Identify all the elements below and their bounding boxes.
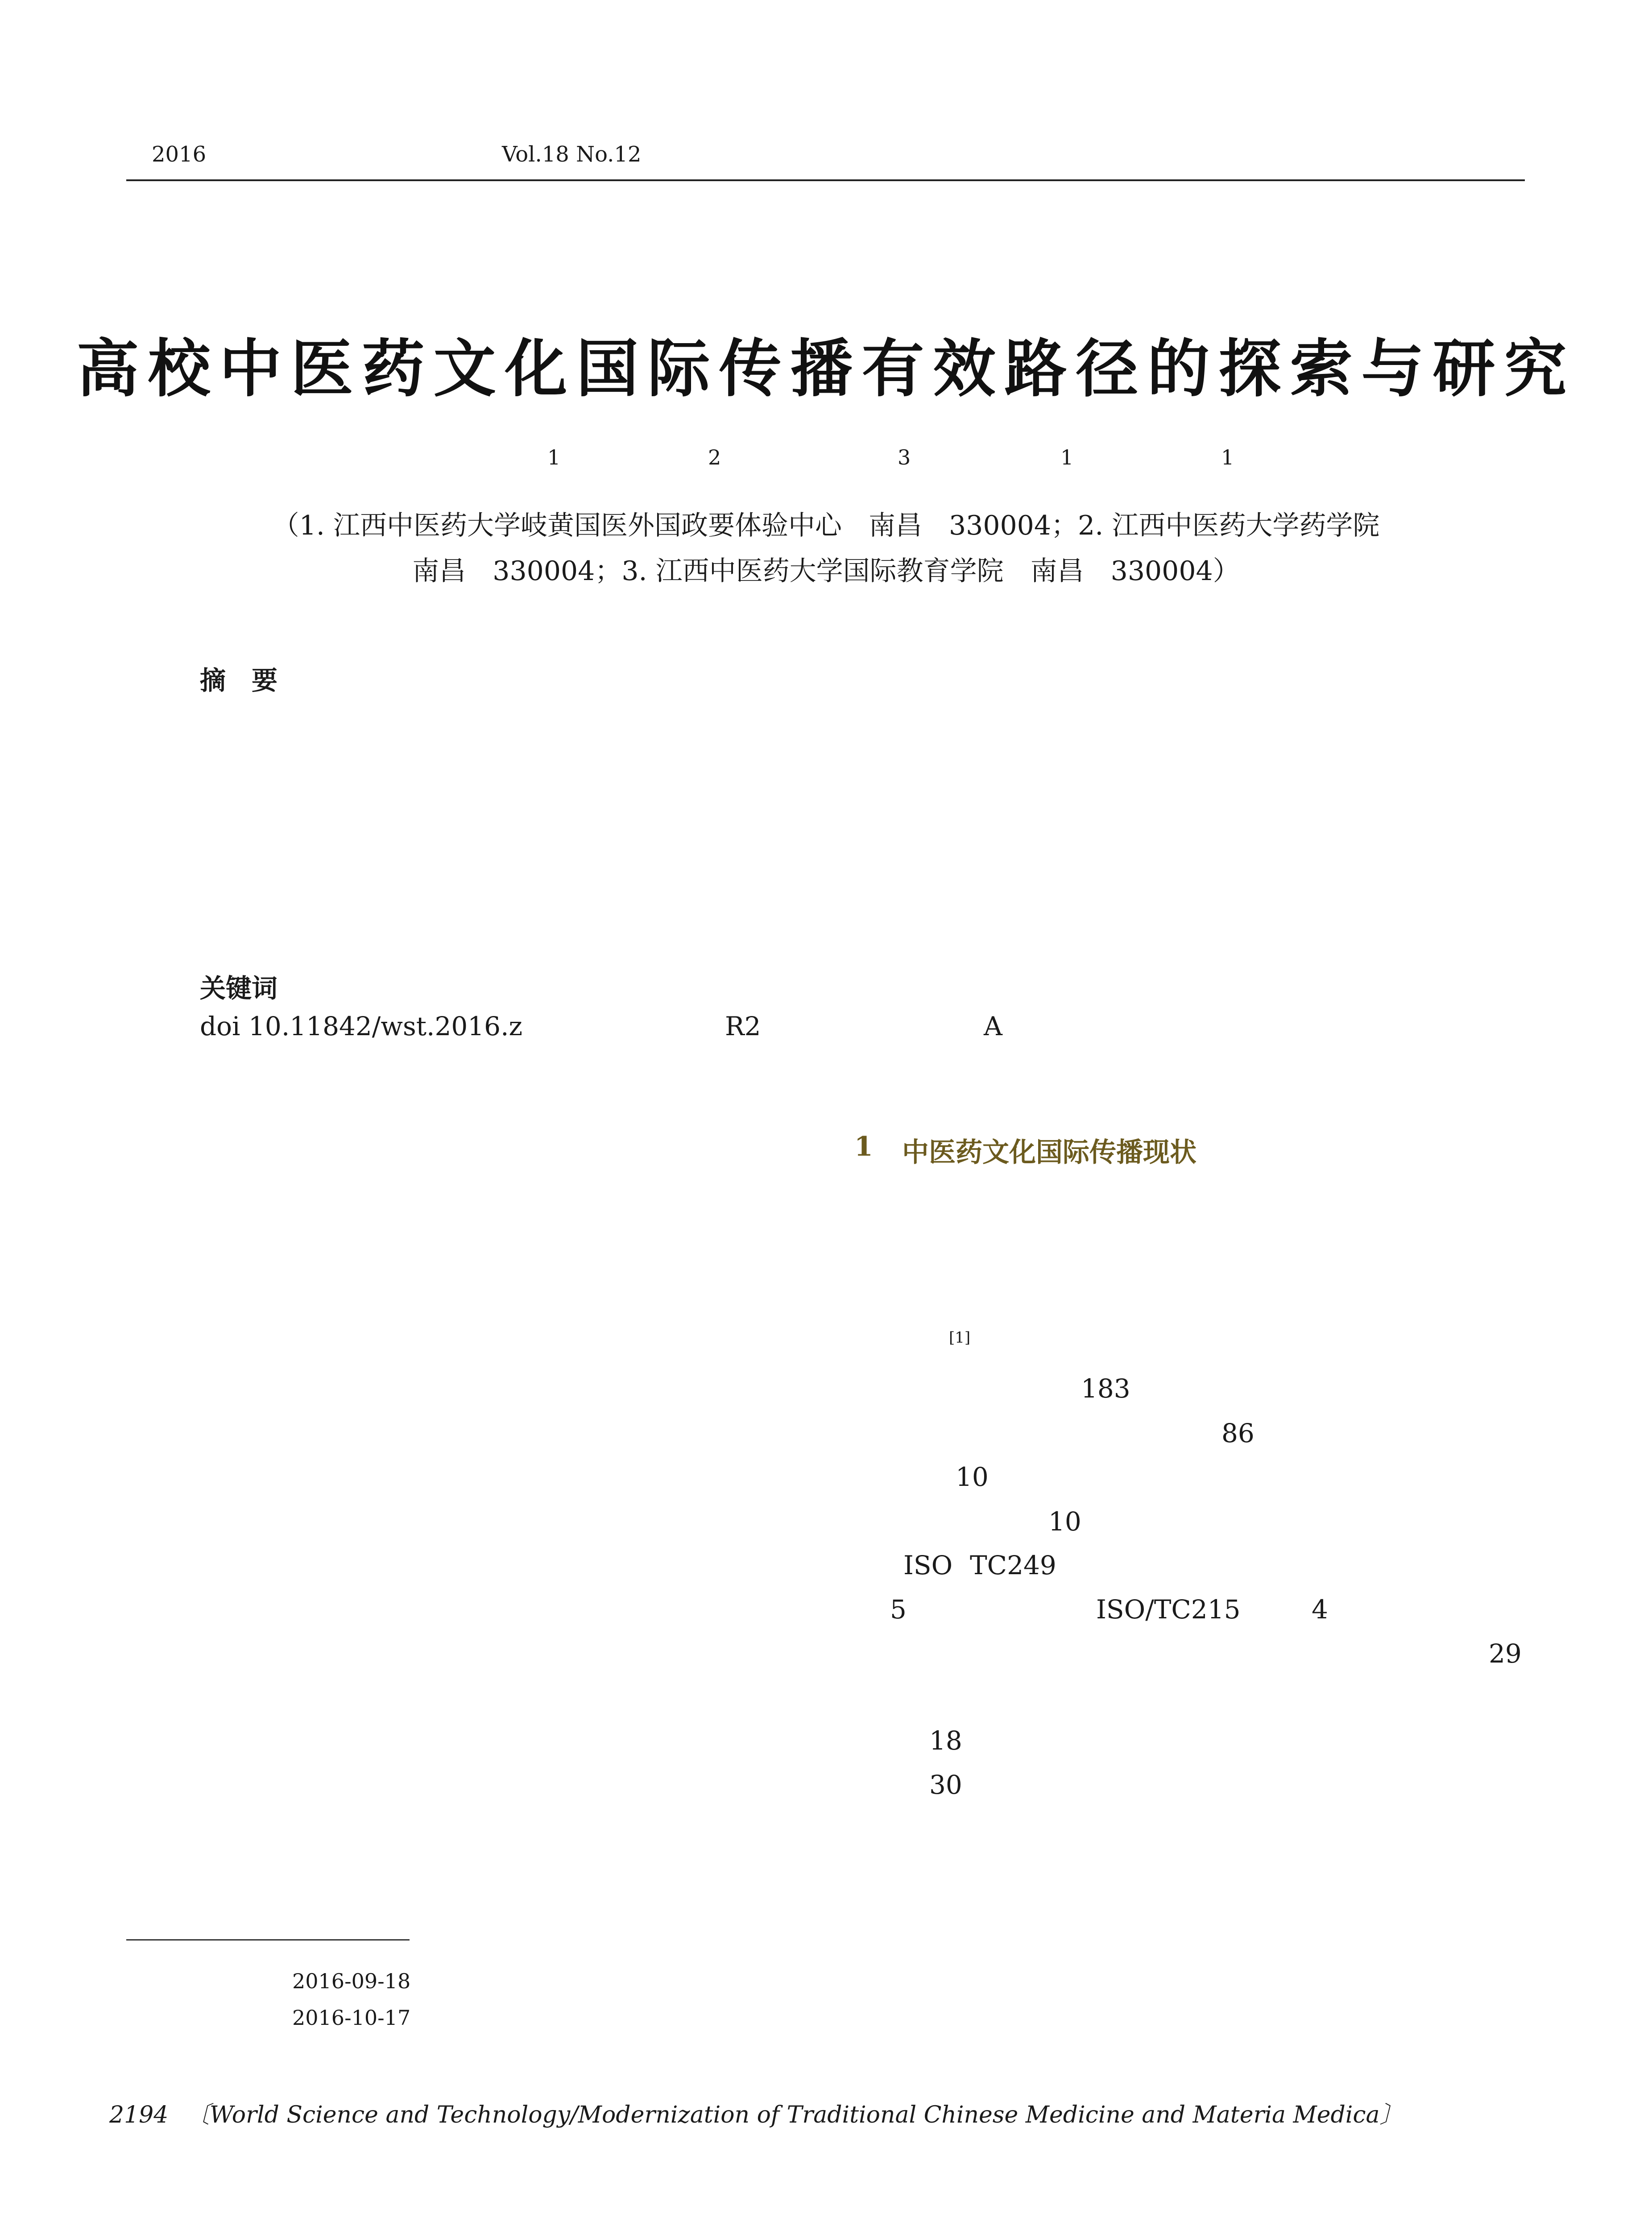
section-1-number: 1 [854,1131,873,1162]
revised-date: 2016-10-17 [292,2006,411,2030]
number-86: 86 [1221,1418,1255,1448]
page-number: 2194 [109,2102,169,2128]
number-5: 5 [890,1594,907,1625]
paper-title: 高校中医药文化国际传播有效路径的探索与研究 [76,332,1576,406]
reference-mark: [1] [949,1329,971,1347]
author-sup-3: 3 [898,445,911,469]
author-sup-2: 2 [708,445,721,469]
number-18: 18 [929,1725,962,1756]
abstract-label: 摘 要 [200,665,278,696]
received-date: 2016-09-18 [292,1969,411,1993]
section-1-title: 中医药文化国际传播现状 [902,1137,1197,1168]
document-code: A [984,1011,1002,1041]
number-183: 183 [1081,1373,1130,1404]
doi-text: doi 10.11842/wst.2016.z [200,1011,523,1041]
keywords-label: 关键词 [200,973,278,1004]
number-4: 4 [1312,1594,1328,1625]
header-volume: Vol.18 No.12 [502,142,642,167]
header-year: 2016 [152,142,207,167]
classification-code: R2 [725,1011,761,1041]
iso-text: ISO [903,1550,953,1580]
journal-name: 〔World Science and Technology/Modernization of Traditional Chinese Medicine and Materia Medica〕 [186,2102,1403,2128]
page-footer [109,2096,1403,2129]
author-sup-5: 1 [1221,445,1234,469]
header-rule [126,179,1525,181]
number-10-a: 10 [956,1462,989,1492]
affiliation-line-1: （1. 江西中医药大学岐黄国医外国政要体验中心 南昌 330004；2. 江西中医药大学药学院 [272,510,1380,541]
number-30: 30 [929,1770,962,1800]
tc249-text: TC249 [970,1550,1056,1580]
number-29: 29 [1489,1638,1522,1669]
author-sup-4: 1 [1060,445,1074,469]
author-sup-1: 1 [547,445,561,469]
isotc215-text: ISO/TC215 [1096,1594,1241,1625]
footnote-rule [126,1939,410,1941]
affiliation-line-2: 南昌 330004；3. 江西中医药大学国际教育学院 南昌 330004） [412,556,1240,587]
number-10-b: 10 [1048,1506,1081,1537]
